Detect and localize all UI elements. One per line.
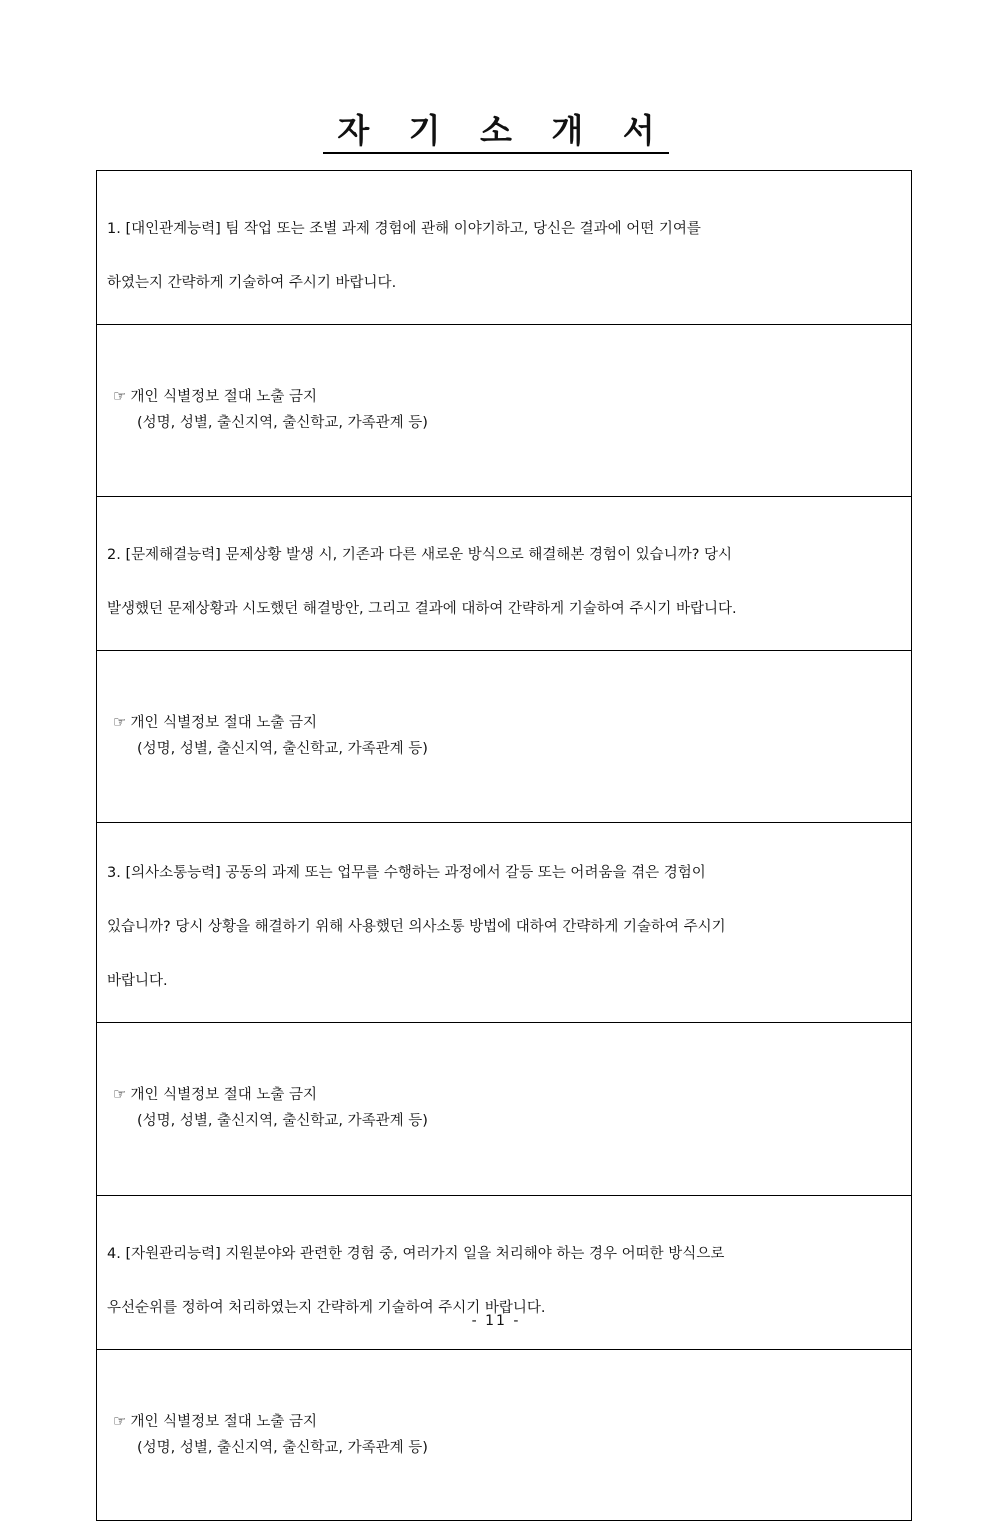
pointing-hand-icon: ☞ [113, 713, 127, 731]
question-cell-2 [97, 497, 912, 651]
answer-cell-1[interactable] [97, 325, 912, 497]
answer-row-2 [97, 651, 912, 823]
pointing-hand-icon: ☞ [113, 1085, 127, 1103]
question-row-3 [97, 823, 912, 1023]
privacy-notice-detail: (성명, 성별, 출신지역, 출신학교, 가족관계 등) [137, 1440, 428, 1456]
question-2-line-1: 2. [문제해결능력] 문제상황 발생 시, 기존과 다른 새로운 방식으로 해결해본 경험이 있습니까? 당시 [107, 547, 733, 563]
question-row-1 [97, 171, 912, 325]
privacy-notice-2 [113, 709, 428, 762]
question-3-line-2: 있습니까? 당시 상황을 해결하기 위해 사용했던 의사소통 방법에 대하여 간략하게 기술하여 주시기 [107, 919, 726, 935]
pointing-hand-icon: ☞ [113, 387, 127, 405]
question-cell-1 [97, 171, 912, 325]
answer-cell-4[interactable] [97, 1350, 912, 1521]
title-text: 자 기 소 개 서 [323, 110, 668, 154]
question-cell-3 [97, 823, 912, 1023]
question-3-line-3: 바랍니다. [107, 973, 168, 989]
page-number: - 11 - [471, 1313, 521, 1329]
question-2-line-2: 발생했던 문제상황과 시도했던 해결방안, 그리고 결과에 대하여 간략하게 기술하여 주시기 바랍니다. [107, 601, 737, 617]
privacy-notice-text: 개인 식별정보 절대 노출 금지 [130, 1087, 317, 1103]
pointing-hand-icon: ☞ [113, 1412, 127, 1430]
answer-row-1 [97, 325, 912, 497]
privacy-notice-text: 개인 식별정보 절대 노출 금지 [130, 715, 317, 731]
answer-cell-2[interactable] [97, 651, 912, 823]
question-1-line-2: 하였는지 간략하게 기술하여 주시기 바랍니다. [107, 275, 397, 291]
question-row-2 [97, 497, 912, 651]
privacy-notice-1 [113, 383, 428, 436]
question-1-line-1: 1. [대인관계능력] 팀 작업 또는 조별 과제 경험에 관해 이야기하고, 당신은 결과에 어떤 기여를 [107, 221, 701, 237]
privacy-notice-detail: (성명, 성별, 출신지역, 출신학교, 가족관계 등) [137, 741, 428, 757]
privacy-notice-4 [113, 1408, 428, 1461]
privacy-notice-3 [113, 1081, 428, 1134]
privacy-notice-text: 개인 식별정보 절대 노출 금지 [130, 1414, 317, 1430]
privacy-notice-text: 개인 식별정보 절대 노출 금지 [130, 389, 317, 405]
answer-cell-3[interactable] [97, 1023, 912, 1196]
answer-row-3 [97, 1023, 912, 1196]
question-4-line-2: 우선순위를 정하여 처리하였는지 간략하게 기술하여 주시기 바랍니다. [107, 1300, 546, 1316]
question-4-line-1: 4. [자원관리능력] 지원분야와 관련한 경험 중, 여러가지 일을 처리해야 하는 경우 어떠한 방식으로 [107, 1246, 725, 1262]
privacy-notice-detail: (성명, 성별, 출신지역, 출신학교, 가족관계 등) [137, 415, 428, 431]
question-3-line-1: 3. [의사소통능력] 공동의 과제 또는 업무를 수행하는 과정에서 갈등 또는 어려움을 겪은 경험이 [107, 865, 706, 881]
privacy-notice-detail: (성명, 성별, 출신지역, 출신학교, 가족관계 등) [137, 1113, 428, 1129]
answer-row-4 [97, 1350, 912, 1521]
document-title [0, 110, 992, 154]
